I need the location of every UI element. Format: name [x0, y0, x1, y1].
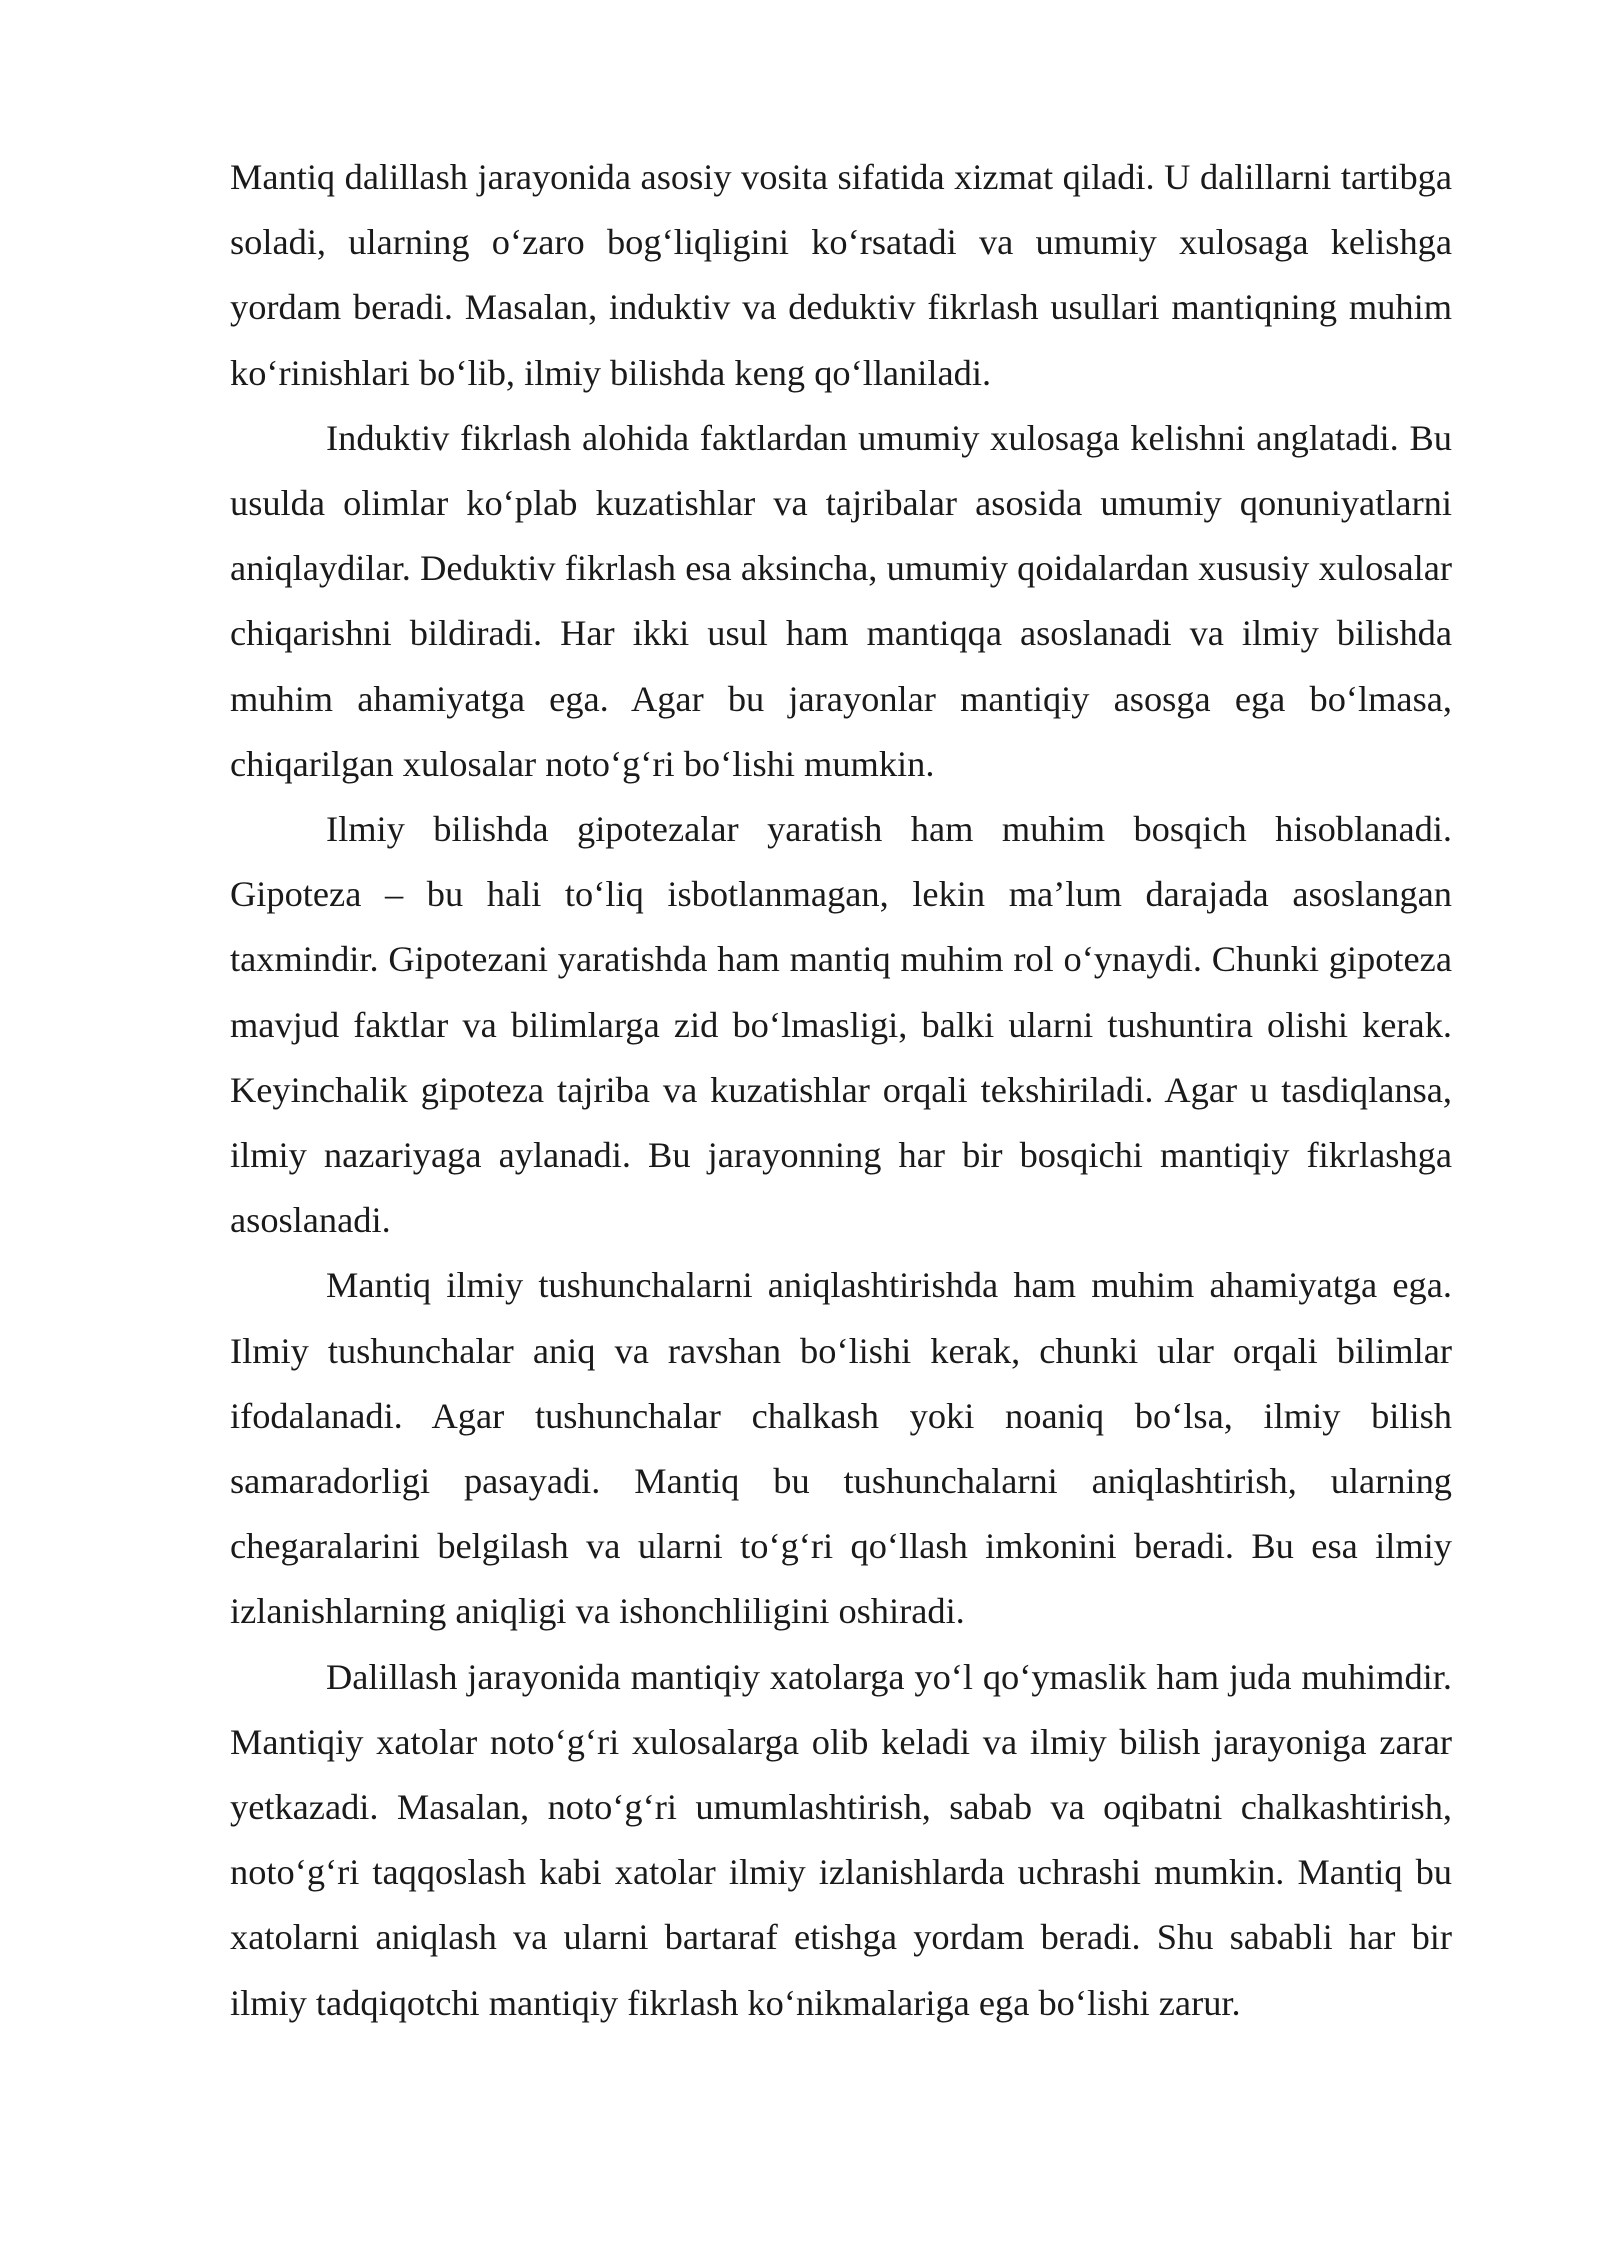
paragraph-5: Dalillash jarayonida mantiqiy xatolarga yo‘l qo‘ymaslik ham juda muhimdir. Mantiqiy xatolar noto‘g‘ri xulosalarga olib keladi va ilmiy bilish jarayoniga zarar yetkazadi. Masalan, noto‘g‘ri umumlashtirish, sabab va oqibatni chalkashtirish, noto‘g‘ri taqqoslash kabi xatolar ilmiy izlanishlarda uchrashi mumkin. Mantiq bu xatolarni aniqlash va ularni bartaraf etishga yordam beradi. Shu sababli har bir ilmiy tadqiqotchi mantiqiy fikrlash ko‘nikmalariga ega bo‘lishi zarur. [230, 1656, 1452, 2023]
paragraph-1: Mantiq dalillash jarayonida asosiy vosita sifatida xizmat qiladi. U dalillarni tartibga soladi, ularning o‘zaro bog‘liqligini ko‘rsatadi va umumiy xulosaga kelishga yordam beradi. Masalan, induktiv va deduktiv fikrlash usullari mantiqning muhim ko‘rinishlari bo‘lib, ilmiy bilishda keng qo‘llaniladi. [230, 157, 1452, 393]
paragraph-4: Mantiq ilmiy tushunchalarni aniqlashtirishda ham muhim ahamiyatga ega. Ilmiy tushunchalar aniq va ravshan bo‘lishi kerak, chunki ular orqali bilimlar ifodalanadi. Agar tushunchalar chalkash yoki noaniq bo‘lsa, ilmiy bilish samaradorligi pasayadi. Mantiq bu tushunchalarni aniqlashtirish, ularning chegaralarini belgilash va ularni to‘g‘ri qo‘llash imkonini beradi. Bu esa ilmiy izlanishlarning aniqligi va ishonchliligini oshiradi. [230, 1265, 1452, 1632]
document-page [230, 145, 1452, 2036]
paragraph-2: Induktiv fikrlash alohida faktlardan umumiy xulosaga kelishni anglatadi. Bu usulda olimlar ko‘plab kuzatishlar va tajribalar asosida umumiy qonuniyatlarni aniqlaydilar. Deduktiv fikrlash esa aksincha, umumiy qoidalardan xususiy xulosalar chiqarishni bildiradi. Har ikki usul ham mantiqqa asoslanadi va ilmiy bilishda muhim ahamiyatga ega. Agar bu jarayonlar mantiqiy asosga ega bo‘lmasa, chiqarilgan xulosalar noto‘g‘ri bo‘lishi mumkin. [230, 417, 1452, 784]
paragraph-3: Ilmiy bilishda gipotezalar yaratish ham muhim bosqich hisoblanadi. Gipoteza – bu hali to‘liq isbotlanmagan, lekin ma’lum darajada asoslangan taxmindir. Gipotezani yaratishda ham mantiq muhim rol o‘ynaydi. Chunki gipoteza mavjud faktlar va bilimlarga zid bo‘lmasligi, balki ularni tushuntira olishi kerak. Keyinchalik gipoteza tajriba va kuzatishlar orqali tekshiriladi. Agar u tasdiqlansa, ilmiy nazariyaga aylanadi. Bu jarayonning har bir bosqichi mantiqiy fikrlashga asoslanadi. [230, 809, 1452, 1241]
